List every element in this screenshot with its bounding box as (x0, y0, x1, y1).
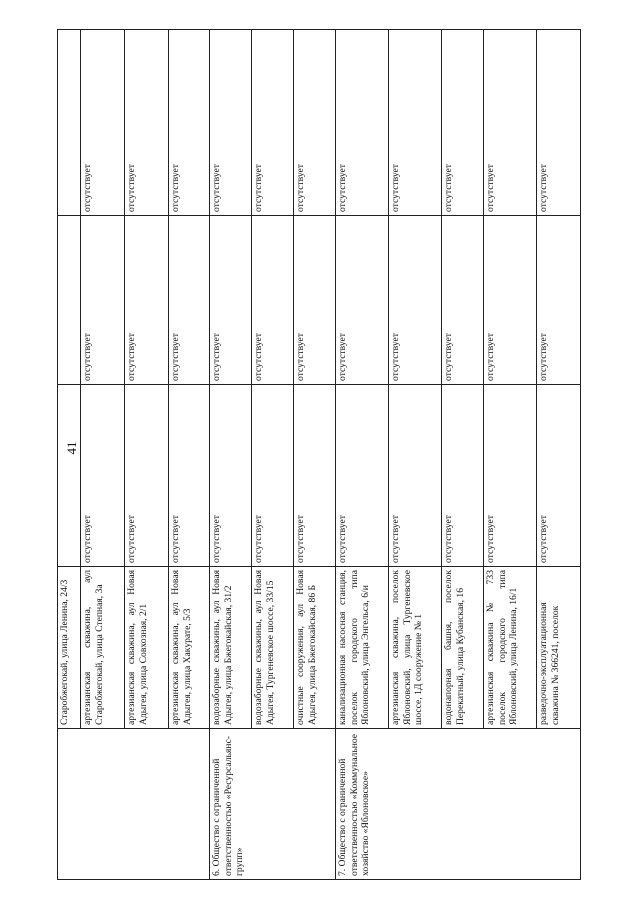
value-cell: отсутствует (442, 216, 484, 385)
value-cell: отсутствует (389, 216, 442, 385)
object-cell: артезианская скважина, аул Старобжегокай, улица Степная, 3а (81, 567, 125, 729)
object-cell: Старобжегокай, улица Ленина, 24/3 (58, 567, 81, 729)
org-cell: 7. Общество с ограниченной ответственностью «Коммунальное хозяйство «Яблоновское» (336, 729, 581, 880)
object-cell: водозаборные скважины, аул Новая Адыгея, улица Бжегокайская, 31/2 (210, 567, 252, 729)
table-row (210, 30, 252, 880)
value-cell: отсутствует (125, 216, 169, 385)
value-cell: отсутствует (389, 385, 442, 567)
table-row (58, 30, 81, 880)
table-row (336, 30, 389, 880)
value-cell: отсутствует (169, 30, 210, 216)
value-cell: отсутствует (442, 385, 484, 567)
value-cell: отсутствует (210, 385, 252, 567)
value-cell: отсутствует (125, 385, 169, 567)
value-cell: отсутствует (125, 30, 169, 216)
value-cell: отсутствует (537, 30, 581, 216)
value-cell: отсутствует (169, 216, 210, 385)
value-cell: отсутствует (537, 385, 581, 567)
value-cell: отсутствует (294, 216, 336, 385)
object-cell: водонапорная башня, поселок Перекатный, улица Кубанская, 16 (442, 567, 484, 729)
object-cell: артезианская скважина № 733 поселок городского типа Яблоновский, улица Ленина, 16/1 (484, 567, 537, 729)
page-number: 41 (64, 441, 79, 455)
rotated-table-container (57, 30, 580, 880)
value-cell: отсутствует (81, 216, 125, 385)
value-cell: отсутствует (389, 30, 442, 216)
value-cell: отсутствует (336, 216, 389, 385)
value-cell: отсутствует (210, 216, 252, 385)
object-cell: водозаборные скважины, аул Новая Адыгея, Тургеневское шоссе, 33/15 (252, 567, 294, 729)
object-cell: разведочно-эксплуатационная скважина № 366241, поселок (537, 567, 581, 729)
value-cell: отсутствует (169, 385, 210, 567)
org-cell (58, 729, 210, 880)
value-cell: отсутствует (81, 30, 125, 216)
org-cell: 6. Общество с ограниченной ответственностью «Ресурсальянс-групп» (210, 729, 336, 880)
value-cell: отсутствует (252, 216, 294, 385)
value-cell: отсутствует (294, 30, 336, 216)
value-cell (58, 30, 81, 216)
value-cell: отсутствует (210, 30, 252, 216)
value-cell: отсутствует (336, 30, 389, 216)
value-cell: отсутствует (484, 30, 537, 216)
value-cell: отсутствует (336, 385, 389, 567)
object-cell: артезианская скважина, аул Новая Адыгея, улица Совхозная, 2/1 (125, 567, 169, 729)
value-cell: отсутствует (294, 385, 336, 567)
object-cell: артезианская скважина, аул Новая Адыгея, улица Хакурате, 5/3 (169, 567, 210, 729)
value-cell: отсутствует (252, 30, 294, 216)
objects-table (57, 29, 581, 880)
value-cell: отсутствует (537, 216, 581, 385)
value-cell: отсутствует (484, 385, 537, 567)
object-cell: очистные сооружения, аул Новая Адыгея, улица Бжегокайская, 86 Б (294, 567, 336, 729)
value-cell: отсутствует (252, 385, 294, 567)
object-cell: канализационная насосная станция, поселок городского типа Яблоновский, улица Энгельса, 6/и (336, 567, 389, 729)
value-cell: отсутствует (442, 30, 484, 216)
object-cell: артезианская скважина, поселок Яблоновский, улица Тургеневское шоссе, 1Д сооружение № 1 (389, 567, 442, 729)
value-cell: отсутствует (484, 216, 537, 385)
value-cell: отсутствует (81, 385, 125, 567)
value-cell (58, 385, 81, 567)
value-cell (58, 216, 81, 385)
